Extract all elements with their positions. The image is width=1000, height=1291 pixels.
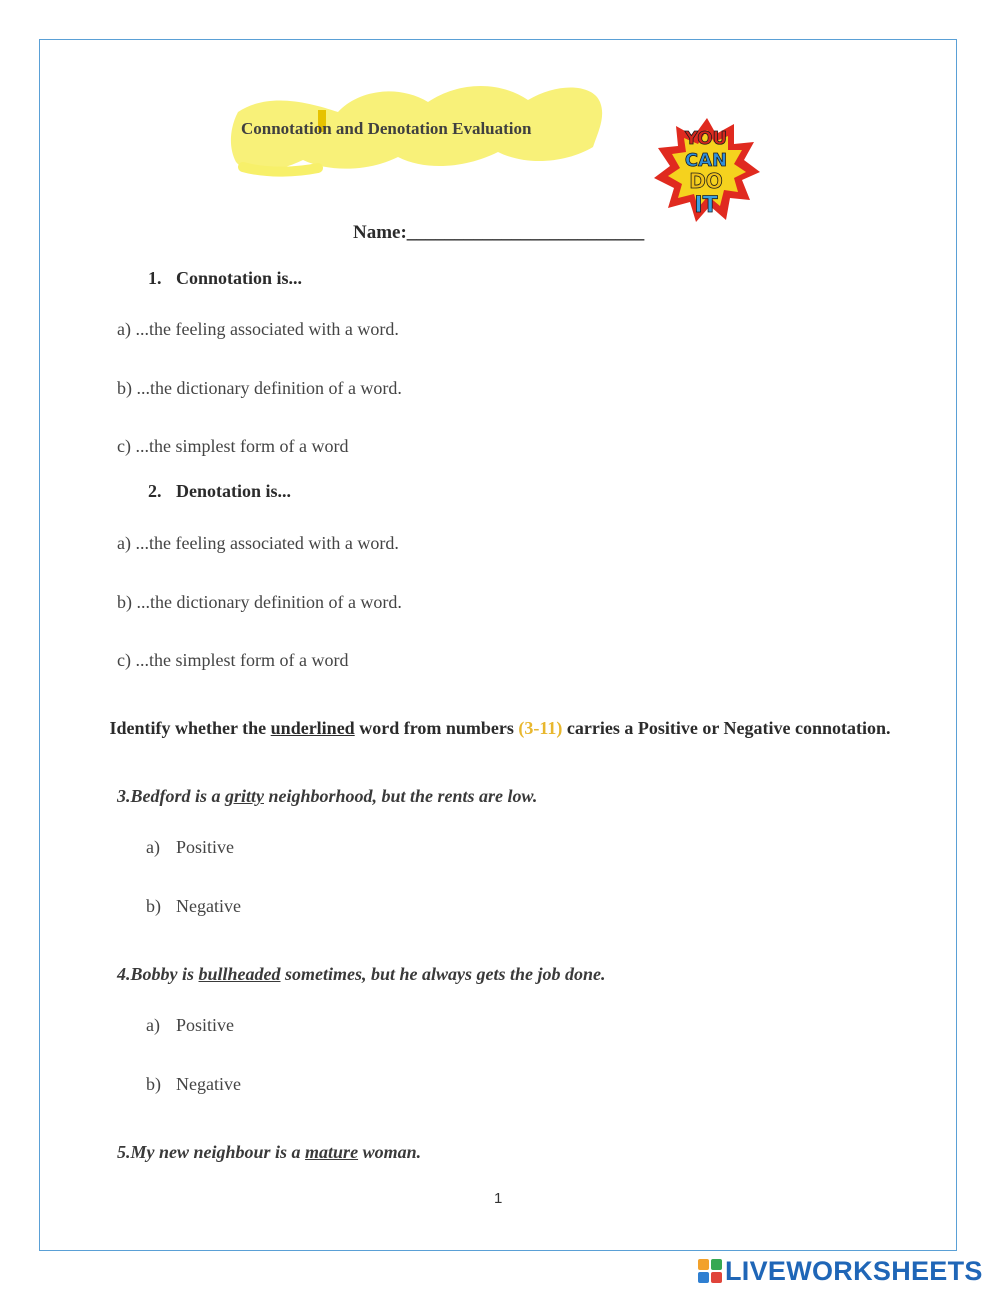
stem-text: woman. [358, 1142, 422, 1162]
page-border [39, 39, 957, 1251]
option-letter: a) [146, 1015, 160, 1035]
item-4-option-a[interactable] [146, 1015, 234, 1036]
name-field[interactable]: Name:_________________________ [353, 222, 645, 243]
question-text: Denotation is... [176, 481, 292, 501]
option-label: Positive [176, 837, 235, 857]
question-2-heading [148, 481, 291, 502]
stem-underlined-word: gritty [225, 786, 264, 806]
question-number: 2. [148, 481, 162, 501]
item-4-stem [117, 964, 606, 985]
option-letter: b) [146, 1074, 161, 1094]
logo-word-3: DO [689, 169, 723, 193]
brand-text: LIVEWORKSHEETS [725, 1255, 983, 1286]
instruction-underlined: underlined [270, 718, 355, 738]
instruction-text [100, 716, 900, 740]
question-number: 1. [148, 268, 162, 288]
stem-underlined-word: bullheaded [198, 964, 281, 984]
stem-underlined-word: mature [305, 1142, 359, 1162]
option-letter: a) [146, 837, 160, 857]
logo-word-2: CAN [684, 150, 728, 171]
liveworksheets-brand[interactable] [698, 1257, 983, 1285]
q2-option-b[interactable]: b) ...the dictionary definition of a word. [117, 592, 402, 612]
stem-text: 5.My new neighbour is a [117, 1142, 306, 1162]
item-4-option-b[interactable] [146, 1074, 241, 1095]
page-title: Connotation and Denotation Evaluation [241, 119, 532, 138]
question-1-heading [148, 268, 302, 289]
q1-option-a[interactable]: a) ...the feeling associated with a word. [117, 319, 399, 339]
instruction-part: word from numbers [354, 718, 519, 738]
option-label: Negative [176, 896, 241, 916]
option-label: Positive [176, 1015, 235, 1035]
logo-word-1: YOU [684, 128, 728, 149]
stem-text: neighborhood, but the rents are low. [264, 786, 538, 806]
item-3-stem [117, 786, 537, 807]
q2-option-a[interactable]: a) ...the feeling associated with a word. [117, 533, 399, 553]
q1-option-c[interactable]: c) ...the simplest form of a word [117, 436, 349, 456]
stem-text: sometimes, but he always gets the job done. [280, 964, 606, 984]
liveworksheets-logo-icon [698, 1259, 722, 1283]
item-5-stem [117, 1142, 421, 1163]
option-letter: b) [146, 896, 161, 916]
stem-text: 3.Bedford is a [117, 786, 225, 806]
page-number: 1 [494, 1190, 503, 1207]
q1-option-b[interactable]: b) ...the dictionary definition of a word. [117, 378, 402, 398]
option-label: Negative [176, 1074, 241, 1094]
instruction-range: (3-11) [518, 718, 563, 738]
question-text: Connotation is... [176, 268, 303, 288]
instruction-part: carries a Positive or Negative connotation. [562, 718, 891, 738]
q2-option-c[interactable]: c) ...the simplest form of a word [117, 650, 349, 670]
title-area [228, 72, 606, 182]
item-3-option-b[interactable] [146, 896, 241, 917]
logo-word-4: IT [694, 193, 718, 218]
item-3-option-a[interactable] [146, 837, 234, 858]
stem-text: 4.Bobby is [117, 964, 199, 984]
instruction-part: Identify whether the [109, 718, 271, 738]
you-can-do-it-logo [654, 116, 760, 224]
